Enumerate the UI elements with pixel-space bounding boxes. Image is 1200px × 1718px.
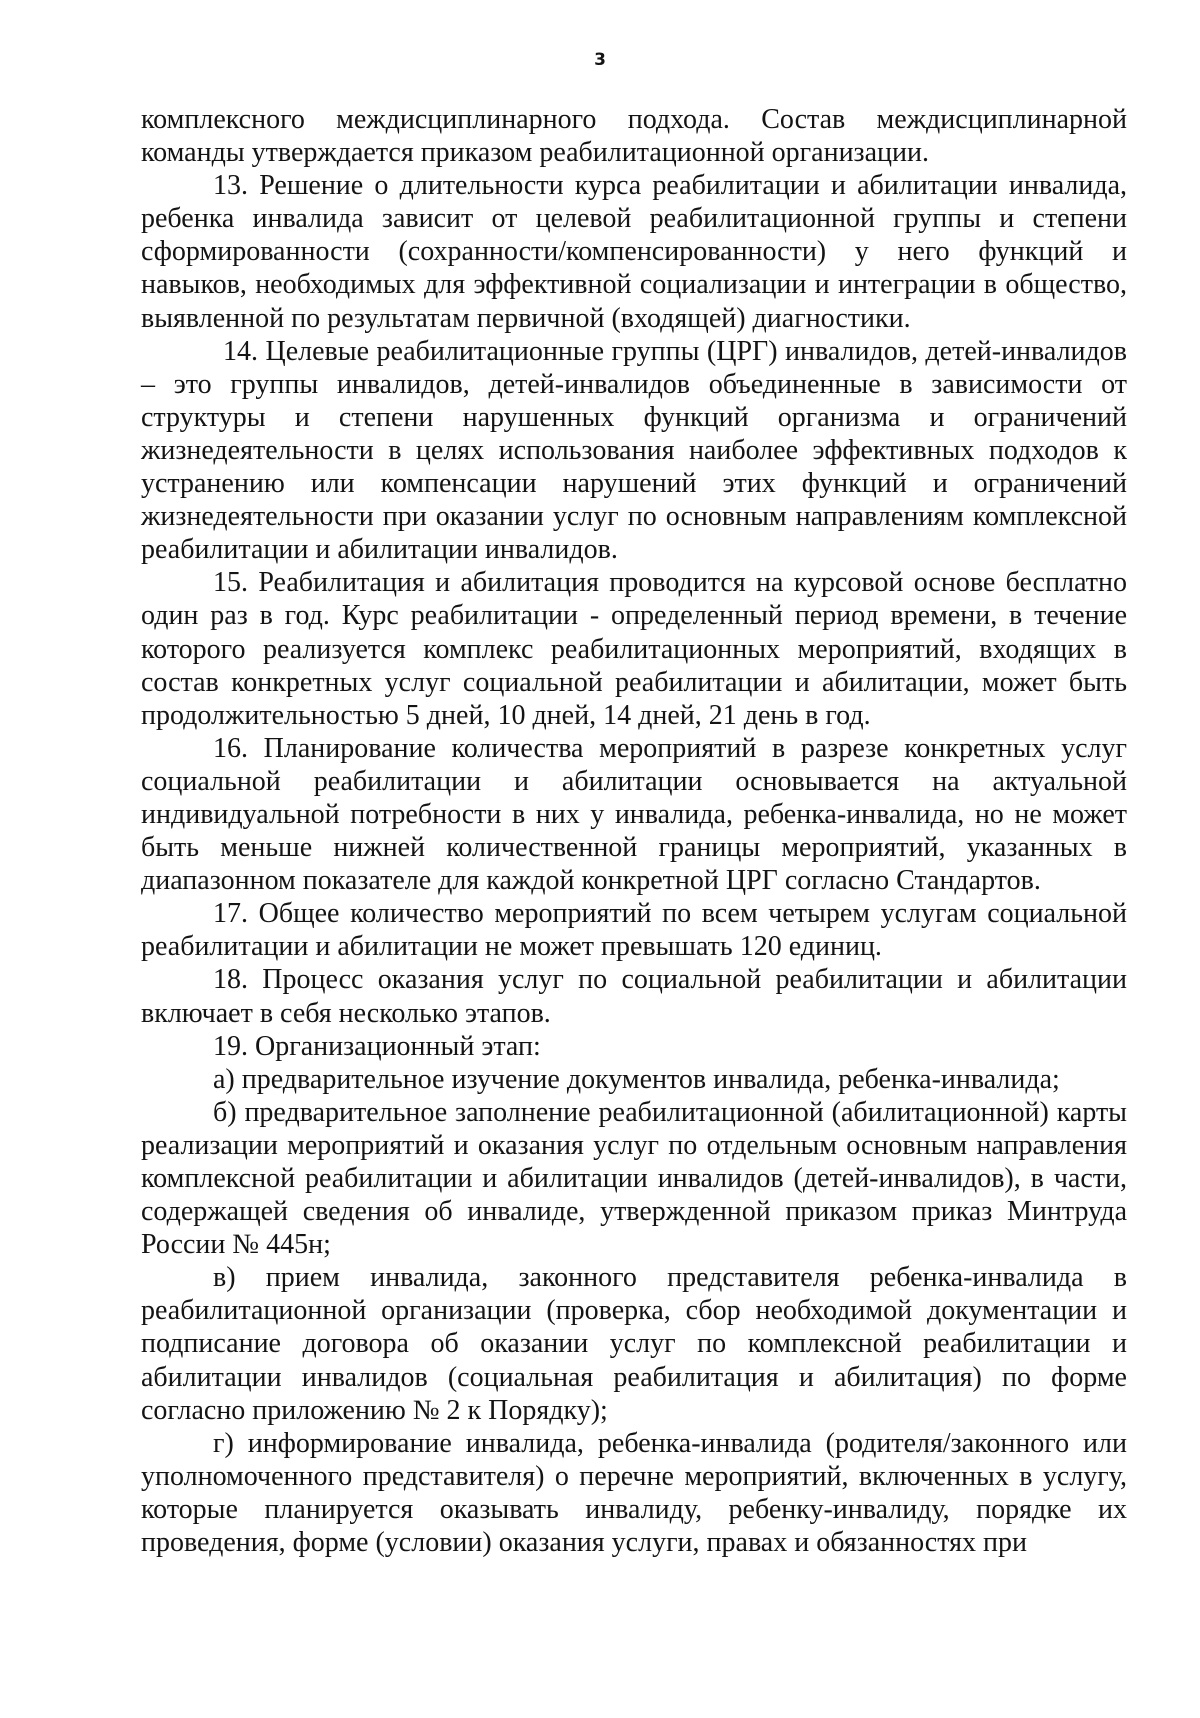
paragraph-19: 19. Организационный этап: [213,1030,541,1062]
paragraph-16: 16. Планирование количества мероприятий в разрезе конкретных услуг социальной реабилитации и абилитации основывается на актуальной индивидуальной потребности в них у инвалида, ребенка-инвалида, но не может быть меньше нижней количественной границы мероприятий, указанных в диапазонном показателе для каждой конкретной ЦРГ согласно Стандартов. [141,732,1127,897]
paragraph-13: 13. Решение о длительности курса реабилитации и абилитации инвалида, ребенка инвалида зависит от целевой реабилитационной группы и степени сформированности (сохранности/компенсированности) у него функций и навыков, необходимых для эффективной социализации и интеграции в общество, выявленной по результатам первичной (входящей) диагностики. [141,170,1127,334]
page-number: 3 [594,50,606,70]
list-item-a: а) предварительное изучение документов инвалида, ребенка-инвалида; [213,1063,1060,1095]
paragraph-18: 18. Процесс оказания услуг по социальной реабилитации и абилитации включает в себя несколько этапов. [141,964,1127,1029]
paragraph-17: 17. Общее количество мероприятий по всем четырем услугам социальной реабилитации и абилитации не может превышать 120 единиц. [141,898,1127,963]
list-item-g: г) информирование инвалида, ребенка-инвалида (родителя/законного или уполномоченного представителя) о перечне мероприятий, включенных в услугу, которые планируется оказывать инвалиду, ребенку-инвалиду, порядке их проведения, форме (условии) оказания услуги, правах и обязанностях при [141,1427,1127,1559]
list-item-v: в) прием инвалида, законного представителя ребенка-инвалида в реабилитационной организации (проверка, сбор необходимой документации и подписание договора об оказании услуг по комплексной реабилитации и абилитации инвалидов (социальная реабилитация и абилитация) по форме согласно приложению № 2 к Порядку); [141,1262,1127,1426]
document-body [141,103,1127,1559]
paragraph-continuation: комплексного междисциплинарного подхода. Состав междисциплинарной команды утверждается приказом реабилитационной организации. [141,104,1127,169]
paragraph-14: 14. Целевые реабилитационные группы (ЦРГ) инвалидов, детей-инвалидов – это группы инвалидов, детей-инвалидов объединенные в зависимости от структуры и степени нарушенных функций организма и ограничений жизнедеятельности в целях использования наиболее эффективных подходов к устранению или компенсации нарушений этих функций и ограничений жизнедеятельности при оказании услуг по основным направлениям комплексной реабилитации и абилитации инвалидов. [141,335,1127,566]
list-item-b: б) предварительное заполнение реабилитационной (абилитационной) карты реализации мероприятий и оказания услуг по отдельным основным направления комплексной реабилитации и абилитации инвалидов (детей-инвалидов), в части, содержащей сведения об инвалиде, утвержденной приказом приказ Минтруда России № 445н; [141,1096,1127,1261]
paragraph-15: 15. Реабилитация и абилитация проводится на курсовой основе бесплатно один раз в год. Курс реабилитации - определенный период времени, в течение которого реализуется комплекс реабилитационных мероприятий, входящих в состав конкретных услуг социальной реабилитации и абилитации, может быть продолжительностью 5 дней, 10 дней, 14 дней, 21 день в год. [141,567,1127,731]
